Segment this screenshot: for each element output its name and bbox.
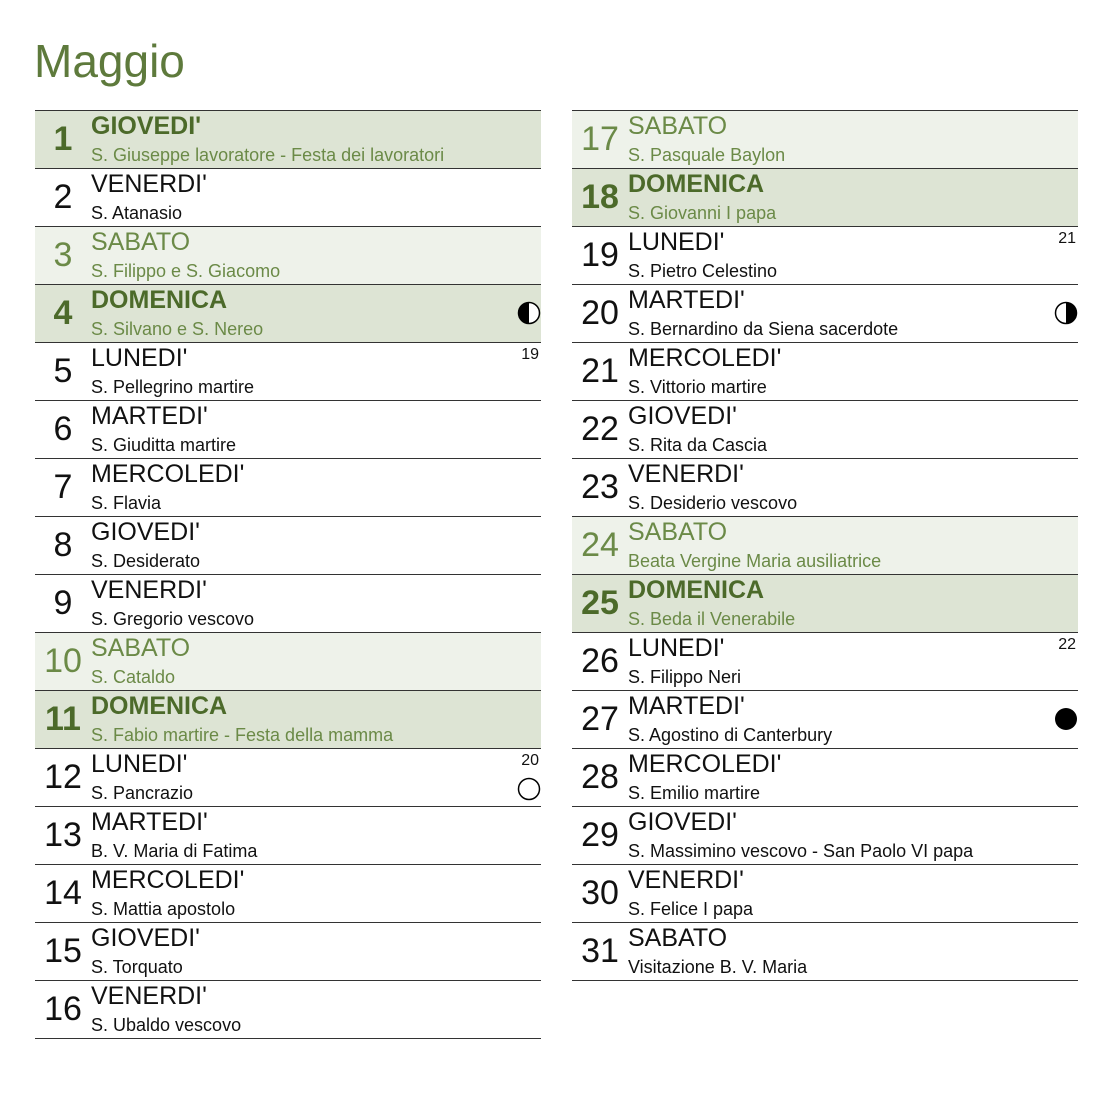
day-number: 5: [53, 352, 73, 390]
weekday-name: MERCOLEDI': [628, 344, 782, 372]
weekday-name: VENERDI': [628, 866, 744, 894]
saint-name: S. Desiderio vescovo: [628, 493, 798, 513]
day-number: 15: [44, 932, 82, 970]
day-row-6: [35, 401, 541, 459]
saint-name: S. Bernardino da Siena sacerdote: [628, 319, 899, 339]
week-number: 19: [521, 346, 539, 363]
day-number: 12: [44, 758, 82, 796]
weekday-name: VENERDI': [91, 170, 207, 198]
day-number: 14: [44, 874, 82, 912]
saint-name: S. Filippo e S. Giacomo: [91, 261, 281, 281]
day-number: 29: [581, 816, 619, 854]
day-row-30: [572, 865, 1078, 923]
full-moon-icon: [517, 777, 541, 801]
saint-name: S. Giovanni I papa: [628, 203, 777, 223]
saint-name: Beata Vergine Maria ausiliatrice: [628, 551, 882, 571]
day-number: 20: [581, 294, 619, 332]
saint-name: S. Gregorio vescovo: [91, 609, 255, 629]
left-day-column: [35, 110, 541, 1039]
weekday-name: MERCOLEDI': [628, 750, 782, 778]
week-number: 20: [521, 752, 539, 769]
day-row-9: [35, 575, 541, 633]
weekday-name: DOMENICA: [91, 286, 228, 314]
day-number: 18: [581, 178, 619, 216]
day-number: 21: [581, 352, 619, 390]
day-row-20: [572, 285, 1078, 343]
day-row-5: [35, 343, 541, 401]
saint-name: S. Fabio martire - Festa della mamma: [91, 725, 394, 745]
weekday-name: GIOVEDI': [628, 808, 737, 836]
saint-name: S. Filippo Neri: [628, 667, 742, 687]
day-row-18: [572, 169, 1078, 227]
weekday-name: LUNEDI': [628, 634, 725, 662]
day-row-16: [35, 981, 541, 1039]
weekday-name: GIOVEDI': [91, 518, 200, 546]
day-number: 17: [581, 120, 619, 158]
day-row-21: [572, 343, 1078, 401]
day-row-3: [35, 227, 541, 285]
saint-name: S. Torquato: [91, 957, 183, 977]
day-row-19: [572, 227, 1078, 285]
saint-name: Visitazione B. V. Maria: [628, 957, 808, 977]
weekday-name: SABATO: [91, 228, 191, 256]
day-row-28: [572, 749, 1078, 807]
day-number: 4: [53, 294, 73, 332]
day-row-4: [35, 285, 541, 343]
saint-name: S. Pancrazio: [91, 783, 194, 803]
saint-name: B. V. Maria di Fatima: [91, 841, 258, 861]
weekday-name: MARTEDI': [91, 402, 208, 430]
day-row-23: [572, 459, 1078, 517]
weekday-name: LUNEDI': [91, 344, 188, 372]
day-number: 6: [53, 410, 73, 448]
day-number: 26: [581, 642, 619, 680]
day-row-11: [35, 691, 541, 749]
day-row-1: [35, 111, 541, 169]
saint-name: S. Agostino di Canterbury: [628, 725, 833, 745]
saint-name: S. Rita da Cascia: [628, 435, 768, 455]
day-number: 11: [45, 700, 81, 738]
day-row-17: [572, 111, 1078, 169]
saint-name: S. Giuseppe lavoratore - Festa dei lavoratori: [91, 145, 445, 165]
day-number: 1: [53, 120, 73, 158]
month-title: Maggio: [34, 35, 185, 87]
weekday-name: VENERDI': [91, 982, 207, 1010]
day-row-12: [35, 749, 541, 807]
weekday-name: DOMENICA: [628, 170, 765, 198]
day-number: 25: [581, 584, 619, 622]
weekday-name: VENERDI': [628, 460, 744, 488]
day-number: 28: [581, 758, 619, 796]
saint-name: S. Flavia: [91, 493, 162, 513]
weekday-name: DOMENICA: [91, 692, 228, 720]
day-row-27: [572, 691, 1078, 749]
day-number: 8: [53, 526, 73, 564]
weekday-name: LUNEDI': [91, 750, 188, 778]
day-row-26: [572, 633, 1078, 691]
weekday-name: SABATO: [628, 518, 728, 546]
saint-name: S. Cataldo: [91, 667, 176, 687]
saint-name: S. Pietro Celestino: [628, 261, 778, 281]
saint-name: S. Pasquale Baylon: [628, 145, 786, 165]
day-number: 27: [581, 700, 619, 738]
last-quarter-moon-icon: [1054, 301, 1078, 325]
saint-name: S. Pellegrino martire: [91, 377, 255, 397]
weekday-name: GIOVEDI': [91, 112, 202, 140]
day-number: 3: [53, 236, 73, 274]
weekday-name: MERCOLEDI': [91, 460, 245, 488]
weekday-name: GIOVEDI': [628, 402, 737, 430]
day-number: 7: [53, 468, 73, 506]
day-row-7: [35, 459, 541, 517]
saint-name: S. Mattia apostolo: [91, 899, 236, 919]
day-number: 13: [44, 816, 82, 854]
saint-name: S. Atanasio: [91, 203, 183, 223]
day-row-8: [35, 517, 541, 575]
new-moon-icon: [1054, 707, 1078, 731]
day-row-22: [572, 401, 1078, 459]
weekday-name: SABATO: [628, 112, 728, 140]
day-number: 30: [581, 874, 619, 912]
day-row-31: [572, 923, 1078, 981]
day-row-13: [35, 807, 541, 865]
weekday-name: MERCOLEDI': [91, 866, 245, 894]
weekday-name: MARTEDI': [91, 808, 208, 836]
day-number: 19: [581, 236, 619, 274]
saint-name: S. Silvano e S. Nereo: [91, 319, 264, 339]
day-row-15: [35, 923, 541, 981]
day-number: 31: [581, 932, 619, 970]
weekday-name: LUNEDI': [628, 228, 725, 256]
day-row-29: [572, 807, 1078, 865]
day-row-25: [572, 575, 1078, 633]
weekday-name: VENERDI': [91, 576, 207, 604]
saint-name: S. Desiderato: [91, 551, 201, 571]
day-number: 9: [53, 584, 73, 622]
saint-name: S. Felice I papa: [628, 899, 754, 919]
weekday-name: MARTEDI': [628, 286, 745, 314]
first-quarter-moon-icon: [517, 301, 541, 325]
saint-name: S. Beda il Venerabile: [628, 609, 796, 629]
saint-name: S. Vittorio martire: [628, 377, 767, 397]
right-day-column: [572, 110, 1078, 981]
saint-name: S. Giuditta martire: [91, 435, 237, 455]
day-number: 16: [44, 990, 82, 1028]
weekday-name: DOMENICA: [628, 576, 765, 604]
day-row-10: [35, 633, 541, 691]
saint-name: S. Ubaldo vescovo: [91, 1015, 242, 1035]
day-number: 2: [53, 178, 73, 216]
saint-name: S. Massimino vescovo - San Paolo VI papa: [628, 841, 974, 861]
day-number: 23: [581, 468, 619, 506]
saint-name: S. Emilio martire: [628, 783, 761, 803]
day-number: 10: [44, 642, 82, 680]
weekday-name: MARTEDI': [628, 692, 745, 720]
day-number: 22: [581, 410, 619, 448]
week-number: 22: [1058, 636, 1076, 653]
week-number: 21: [1058, 230, 1076, 247]
weekday-name: SABATO: [628, 924, 728, 952]
day-number: 24: [581, 526, 619, 564]
weekday-name: SABATO: [91, 634, 191, 662]
day-row-14: [35, 865, 541, 923]
weekday-name: GIOVEDI': [91, 924, 200, 952]
day-row-2: [35, 169, 541, 227]
day-row-24: [572, 517, 1078, 575]
